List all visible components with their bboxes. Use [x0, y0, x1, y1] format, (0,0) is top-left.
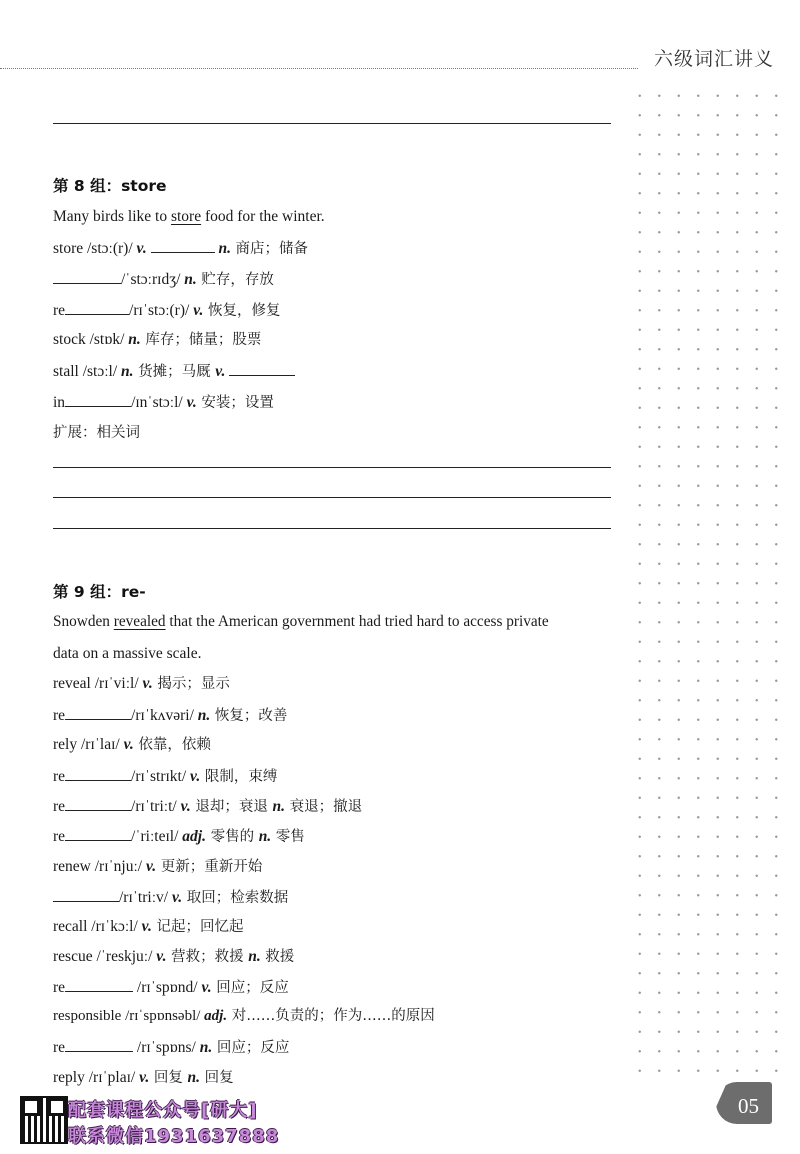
entry-meaning: 对……负责的；作为……的原因 — [227, 1008, 435, 1024]
vocab-entry — [53, 300, 280, 321]
entry-pos: v. — [141, 918, 152, 935]
vocab-entry — [53, 1037, 289, 1058]
entry-pos: adj. — [182, 828, 206, 845]
entry-meaning: 限制，束缚 — [200, 769, 278, 785]
entry-ipa: /ɪnˈstɔːl/ — [131, 394, 187, 411]
fill-blank[interactable] — [65, 300, 129, 315]
entry-pos: v. — [190, 768, 201, 785]
entry-pos: n. — [258, 828, 272, 845]
vocab-entry — [53, 1006, 435, 1026]
fill-blank[interactable] — [65, 1037, 133, 1052]
example-before: Many birds like to — [53, 208, 171, 225]
entry-meaning: 贮存，存放 — [196, 272, 274, 288]
example-sentence — [53, 612, 549, 632]
promo-line: 联系微信1931637888 — [68, 1126, 280, 1147]
group-title: 第 8 组：store — [53, 177, 167, 195]
vocab-entry — [53, 1068, 234, 1088]
entry-pos: n. — [121, 363, 134, 380]
entry-ipa: /ˈstɔːrɪdʒ/ — [121, 271, 185, 288]
entry-meaning: 库存；储量；股票 — [140, 332, 262, 348]
entry-pos: v. — [139, 1069, 150, 1086]
entry-pos: n. — [187, 1069, 200, 1086]
entry-ipa: /rɪˈtriːt/ — [131, 798, 181, 815]
entry-ipa: /rɪˈkʌvəri/ — [131, 707, 198, 724]
entry-pos: n. — [197, 707, 211, 724]
entry-meaning: 恢复；改善 — [210, 708, 288, 724]
entry-ipa: /ˈriːteɪl/ — [131, 828, 183, 845]
header-title: 六级词汇讲义 — [653, 48, 774, 70]
fill-blank[interactable] — [65, 392, 131, 407]
entry-pos: v. — [142, 675, 153, 692]
entry-prefix: re — [53, 302, 66, 319]
fill-blank[interactable] — [65, 705, 131, 720]
entry-pos: v. — [201, 979, 212, 996]
vocab-entry — [53, 674, 230, 694]
entry-meaning: 回应；反应 — [211, 980, 289, 996]
vocab-entry — [53, 917, 243, 937]
answer-line[interactable] — [53, 528, 611, 529]
entry-pos: n. — [184, 271, 197, 288]
entry-ipa: /rɪˈstrɪkt/ — [131, 768, 191, 785]
promo-line: 配套课程公众号[研大] — [68, 1100, 258, 1121]
entry-meaning: 零售的 — [205, 829, 259, 845]
entry-word: rely /rɪˈlaɪ/ — [53, 736, 124, 753]
entry-meaning: 取回；检索数据 — [182, 890, 289, 906]
vocab-entry — [53, 947, 294, 967]
entry-meaning: 退却；衰退 — [190, 799, 273, 815]
entry-prefix: re — [53, 768, 66, 785]
entry-prefix: re — [53, 707, 66, 724]
entry-word: reply /rɪˈplaɪ/ — [53, 1069, 140, 1086]
fill-blank[interactable] — [65, 766, 131, 781]
qr-code-icon — [20, 1096, 68, 1144]
entry-pos: v. — [186, 394, 197, 411]
example-word: revealed — [113, 613, 166, 630]
entry-pos: v. — [136, 240, 147, 257]
example-after: that the American government had tried hard to access private — [165, 613, 549, 630]
entry-meaning: 救援 — [260, 949, 295, 965]
entry-meaning: 回应；反应 — [212, 1040, 290, 1056]
entry-pos: v. — [156, 948, 167, 965]
entry-prefix: in — [53, 394, 66, 411]
fill-blank[interactable] — [65, 826, 131, 841]
vocab-entry — [53, 977, 289, 998]
vocab-entry — [53, 705, 287, 726]
group-title: 第 9 组：re- — [53, 583, 146, 601]
entry-word: renew /rɪˈnjuː/ — [53, 858, 146, 875]
entry-meaning: 零售 — [271, 829, 305, 845]
entry-pos: n. — [248, 948, 261, 965]
entry-prefix: re — [53, 1039, 66, 1056]
entry-word: rescue /ˈreskjuː/ — [53, 948, 157, 965]
entry-pos: v. — [171, 889, 183, 906]
fill-blank[interactable] — [65, 977, 133, 992]
entry-meaning: 衰退；撤退 — [284, 799, 363, 815]
entry-pos: n. — [128, 331, 141, 348]
entry-meaning: 回复 — [200, 1070, 234, 1086]
fill-blank[interactable] — [229, 361, 295, 376]
entry-word: reveal /rɪˈviːl/ — [53, 675, 143, 692]
vocab-entry — [53, 330, 261, 350]
entry-pos: n. — [218, 240, 231, 257]
entry-pos: v. — [193, 302, 204, 319]
header-rule — [0, 68, 638, 69]
example-sentence-cont: data on a massive scale. — [53, 645, 202, 662]
fill-blank[interactable] — [151, 238, 215, 253]
answer-line[interactable] — [53, 497, 611, 498]
entry-word: stock /stɒk/ — [53, 331, 129, 348]
entry-pos: n. — [199, 1039, 213, 1056]
entry-meaning: 回复 — [149, 1070, 188, 1086]
entry-meaning: 营救；救援 — [166, 949, 249, 965]
example-after: food for the winter. — [201, 208, 325, 225]
entry-prefix: re — [53, 798, 66, 815]
example-before: Snowden — [53, 613, 114, 630]
entry-meaning: 商店；储备 — [230, 241, 309, 257]
vocab-entry — [53, 857, 262, 877]
entry-meaning: 安装；设置 — [196, 395, 274, 411]
extension-label: 扩展：相关词 — [53, 425, 140, 441]
dot-grid — [630, 86, 780, 1086]
vocab-entry — [53, 269, 274, 290]
entry-meaning: 依靠，依赖 — [133, 737, 211, 753]
fill-blank[interactable] — [53, 269, 121, 284]
answer-line — [53, 123, 611, 124]
page-number: 05 — [738, 1094, 759, 1118]
example-sentence — [53, 207, 325, 227]
entry-ipa: /rɪˈspɒnd/ — [133, 979, 202, 996]
vocab-entry — [53, 887, 288, 908]
entry-meaning: 记起；回忆起 — [151, 919, 244, 935]
entry-meaning: 恢复，修复 — [203, 303, 281, 319]
vocab-entry — [53, 361, 295, 382]
entry-pos: adj. — [204, 1008, 228, 1024]
entry-pos: v. — [145, 858, 157, 875]
entry-word: store /stɔː(r)/ — [53, 240, 137, 257]
entry-meaning: 货摊；马厩 — [133, 364, 216, 380]
entry-prefix: re — [53, 979, 66, 996]
example-word: store — [170, 208, 202, 225]
entry-pos: v. — [215, 363, 226, 380]
entry-ipa: /rɪˈspɒns/ — [133, 1039, 200, 1056]
entry-pos: v. — [180, 798, 191, 815]
entry-meaning: 更新；重新开始 — [156, 859, 263, 875]
vocab-entry — [53, 392, 274, 413]
entry-prefix: re — [53, 828, 66, 845]
answer-line[interactable] — [53, 467, 611, 468]
entry-ipa: /rɪˈtriːv/ — [119, 889, 172, 906]
entry-word: recall /rɪˈkɔːl/ — [53, 918, 142, 935]
fill-blank[interactable] — [65, 796, 131, 811]
entry-word: stall /stɔːl/ — [53, 363, 122, 380]
fill-blank[interactable] — [53, 887, 119, 902]
entry-word: responsible /rɪˈspɒnsəbl/ — [53, 1008, 205, 1024]
vocab-entry — [53, 826, 305, 847]
vocab-entry — [53, 766, 277, 787]
vocab-entry — [53, 796, 362, 817]
vocab-entry — [53, 238, 308, 259]
entry-pos: v. — [123, 736, 134, 753]
entry-ipa: /rɪˈstɔː(r)/ — [129, 302, 194, 319]
entry-pos: n. — [272, 798, 285, 815]
vocab-entry — [53, 735, 211, 755]
entry-meaning: 揭示；显示 — [152, 676, 230, 692]
